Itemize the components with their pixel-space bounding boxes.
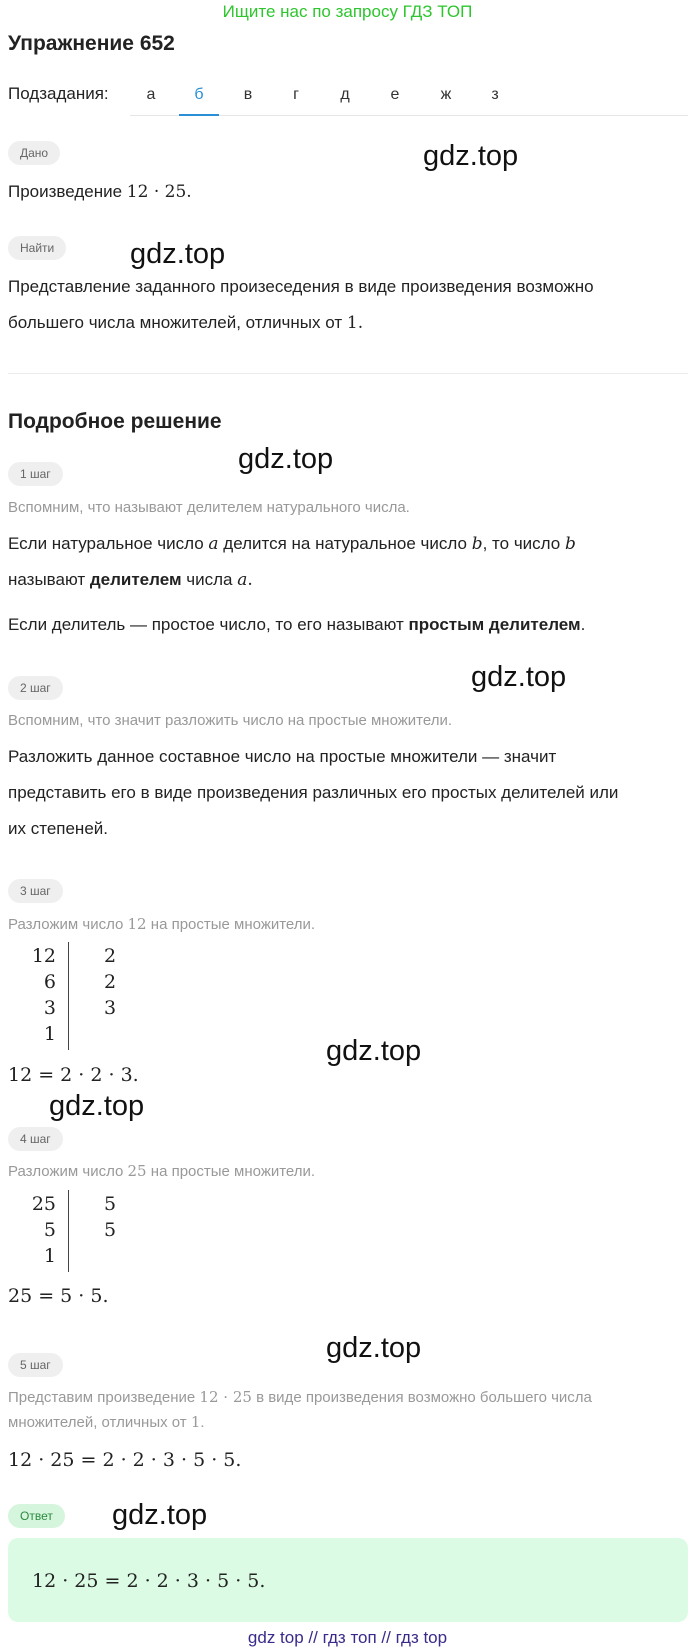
step3-right-0: 2 bbox=[104, 945, 117, 967]
find-line2 bbox=[8, 312, 363, 334]
step1-var-b: b bbox=[471, 534, 483, 554]
step5-hint-line2 bbox=[8, 1412, 205, 1433]
find-line2-text: большего числа множителей, отличных от bbox=[8, 313, 343, 332]
step5-hint-line2-math: 1 bbox=[190, 1413, 201, 1431]
step2-badge: 2 шаг bbox=[8, 676, 63, 700]
step3-hint-num: 12 bbox=[127, 915, 147, 933]
step4-divider-line bbox=[68, 1190, 69, 1272]
answer-box bbox=[8, 1538, 688, 1622]
step1-bold-divisor: делителем bbox=[89, 570, 182, 589]
step1-bold-prime-divisor: простым делителем bbox=[408, 615, 581, 634]
find-badge: Найти bbox=[8, 236, 66, 260]
subtasks-label: Подзадания: bbox=[8, 84, 109, 103]
step1-p1-line1 bbox=[8, 533, 576, 555]
step1-p1-a: Если натуральное число bbox=[8, 534, 204, 553]
tab-zh[interactable]: ж bbox=[440, 86, 452, 103]
step3-left-1: 6 bbox=[43, 971, 56, 993]
watermark: gdz.top bbox=[49, 1090, 145, 1122]
step4-left-2: 1 bbox=[43, 1245, 56, 1267]
active-tab-indicator bbox=[179, 114, 219, 116]
step4-result: 25 = 5 · 5. bbox=[8, 1285, 109, 1307]
step1-var-a: a bbox=[208, 534, 219, 554]
step5-badge: 5 шаг bbox=[8, 1353, 63, 1377]
tab-b[interactable]: б bbox=[194, 86, 204, 103]
footer-links[interactable]: gdz top // гдз топ // гдз top bbox=[247, 1628, 448, 1647]
step4-hint bbox=[8, 1161, 315, 1182]
step2-line3: их степеней. bbox=[8, 819, 108, 838]
step3-hint-b: на простые множители. bbox=[150, 916, 316, 933]
step1-p1-e: числа bbox=[186, 570, 233, 589]
tab-g[interactable]: г bbox=[293, 86, 299, 103]
watermark: gdz.top bbox=[326, 1332, 422, 1364]
step5-hint-line2-text: множителей, отличных от bbox=[8, 1414, 187, 1431]
given-text bbox=[8, 181, 192, 203]
find-line2-end: . bbox=[357, 313, 364, 333]
step1-p2 bbox=[8, 614, 585, 636]
step1-p1-b: делится на натуральное число bbox=[223, 534, 467, 553]
step1-p1-c: , то число bbox=[482, 534, 561, 553]
given-badge: Дано bbox=[8, 141, 60, 165]
step1-p1-d: называют bbox=[8, 570, 86, 589]
step1-var-a2: a bbox=[237, 570, 248, 590]
step1-hint: Вспомним, что называют делителем натурального числа. bbox=[8, 499, 410, 516]
given-math: 12 · 25 bbox=[126, 182, 187, 202]
given-label: Произведение bbox=[8, 182, 123, 201]
step3-left-3: 1 bbox=[43, 1023, 56, 1045]
step1-p2-end: . bbox=[580, 615, 586, 634]
step2-line1: Разложить данное составное число на простые множители — значит bbox=[8, 747, 557, 766]
watermark: gdz.top bbox=[130, 238, 226, 270]
page-title: Упражнение 652 bbox=[8, 32, 175, 55]
step5-hint-math: 12 · 25 bbox=[199, 1388, 252, 1406]
watermark: gdz.top bbox=[326, 1035, 422, 1067]
step5-result: 12 · 25 = 2 · 2 · 3 · 5 · 5. bbox=[8, 1449, 242, 1471]
tab-a[interactable]: а bbox=[146, 86, 156, 103]
step4-left-0: 25 bbox=[31, 1193, 56, 1215]
step3-divider-line bbox=[68, 942, 69, 1050]
step5-hint-line1 bbox=[8, 1387, 592, 1408]
step4-left-1: 5 bbox=[43, 1219, 56, 1241]
step2-line2: представить его в виде произведения различных его простых делителей или bbox=[8, 783, 619, 802]
step5-hint-a: Представим произведение bbox=[8, 1389, 196, 1406]
watermark: gdz.top bbox=[112, 1499, 208, 1531]
solution-heading: Подробное решение bbox=[8, 410, 222, 433]
top-banner[interactable]: Ищите нас по запросу ГДЗ ТОП bbox=[222, 2, 473, 21]
step3-right-1: 2 bbox=[104, 971, 117, 993]
find-line1: Представление заданного произеседения в виде произведения возможно bbox=[8, 277, 594, 296]
watermark: gdz.top bbox=[238, 443, 334, 475]
step3-left-2: 3 bbox=[43, 997, 56, 1019]
step5-hint-b: в виде произведения возможно большего числа bbox=[256, 1389, 592, 1406]
step4-right-1: 5 bbox=[104, 1219, 117, 1241]
step1-p1-end: . bbox=[247, 570, 253, 590]
step3-right-2: 3 bbox=[104, 997, 117, 1019]
tab-z[interactable]: з bbox=[491, 86, 499, 103]
watermark: gdz.top bbox=[423, 140, 519, 172]
step1-p2-a: Если делитель — простое число, то его называют bbox=[8, 615, 404, 634]
find-line2-math: 1 bbox=[346, 313, 358, 333]
step3-left-0: 12 bbox=[31, 945, 56, 967]
answer-result: 12 · 25 = 2 · 2 · 3 · 5 · 5. bbox=[32, 1570, 266, 1592]
step3-badge: 3 шаг bbox=[8, 879, 63, 903]
step3-hint bbox=[8, 914, 315, 935]
step4-right-0: 5 bbox=[104, 1193, 117, 1215]
step2-hint: Вспомним, что значит разложить число на простые множители. bbox=[8, 712, 453, 729]
step1-badge: 1 шаг bbox=[8, 462, 63, 486]
step4-hint-b: на простые множители. bbox=[150, 1163, 316, 1180]
tab-v[interactable]: в bbox=[243, 86, 253, 103]
step3-hint-a: Разложим число bbox=[8, 916, 124, 933]
tab-e[interactable]: е bbox=[390, 86, 400, 103]
subtask-tabs bbox=[130, 80, 688, 116]
step1-var-b2: b bbox=[564, 534, 576, 554]
step4-hint-a: Разложим число bbox=[8, 1163, 124, 1180]
step4-hint-num: 25 bbox=[127, 1162, 147, 1180]
divider bbox=[8, 373, 688, 374]
answer-badge: Ответ bbox=[8, 1504, 65, 1528]
given-end: . bbox=[186, 182, 192, 202]
step5-hint-line2-end: . bbox=[200, 1414, 205, 1431]
step3-result: 12 = 2 · 2 · 3. bbox=[8, 1064, 139, 1086]
watermark: gdz.top bbox=[471, 661, 567, 693]
step1-p1-line2 bbox=[8, 569, 253, 591]
step4-badge: 4 шаг bbox=[8, 1127, 63, 1151]
tab-d[interactable]: д bbox=[340, 86, 350, 103]
